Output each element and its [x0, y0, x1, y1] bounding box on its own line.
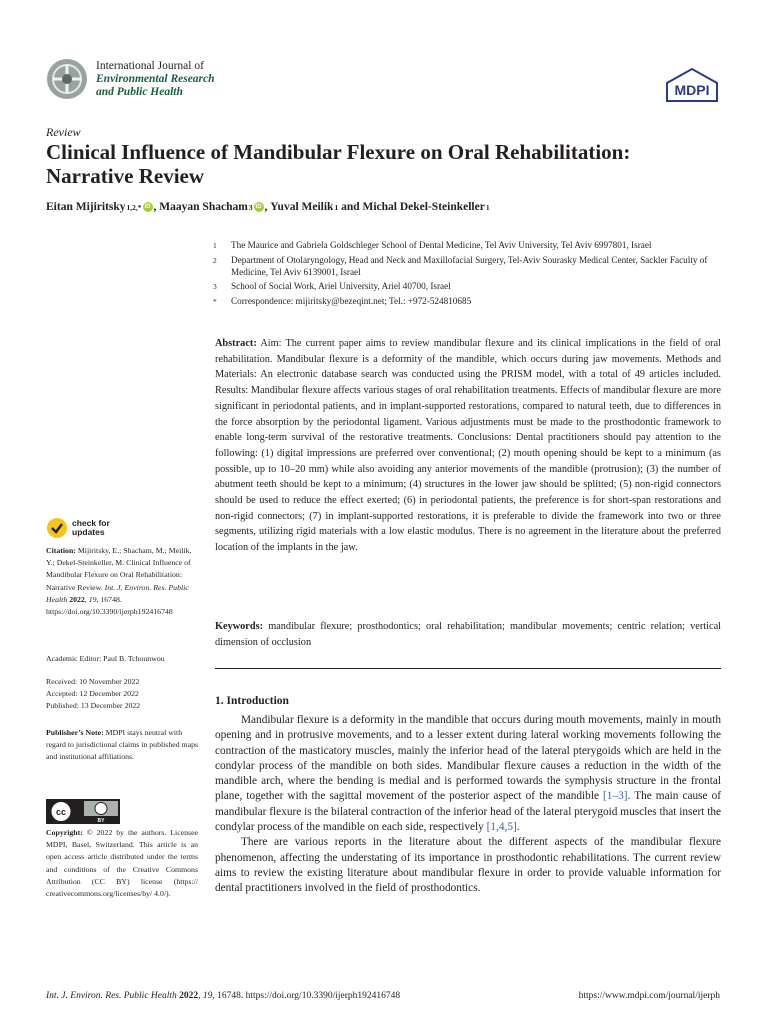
- citation-link[interactable]: [1–3]: [603, 790, 628, 803]
- affiliations: [213, 240, 723, 311]
- affiliation-text: The Maurice and Gabriela Goldschleger School of Dental Medicine, Tel Aviv University, Tel Aviv 6997801, Israel: [231, 240, 652, 250]
- received-date: Received: 10 November 2022: [46, 677, 140, 686]
- journal-name-line1: International Journal of: [96, 60, 204, 72]
- author-separator: ,: [264, 201, 271, 213]
- citation-label: Citation:: [46, 546, 76, 555]
- author-affiliation-marker: 1: [334, 202, 339, 212]
- author-name[interactable]: Michal Dekel-Steinkeller: [362, 201, 485, 213]
- journal-name-line2: Environmental Research: [96, 73, 215, 85]
- accepted-date: Accepted: 12 December 2022: [46, 689, 139, 699]
- introduction-paragraph: [215, 713, 721, 835]
- published-date: Published: 13 December 2022: [46, 701, 141, 711]
- author-affiliation-marker: 1,2,*: [126, 202, 142, 212]
- footer-citation: Int. J. Environ. Res. Public Health 2022, 19, 16748. https://doi.org/10.3390/ijerph192416748: [46, 991, 401, 1001]
- affiliation-item: [213, 296, 723, 308]
- footer-year: 2022: [179, 991, 199, 1001]
- citation-volume: 19: [88, 594, 97, 604]
- author-affiliation-marker: 1: [485, 202, 490, 212]
- publisher-note-label: Publisher’s Note:: [46, 728, 104, 737]
- check-updates-line1: check for: [72, 518, 110, 528]
- paragraph-text: .: [516, 821, 520, 834]
- author-name[interactable]: Eitan Mijiritsky: [46, 201, 126, 213]
- mdpi-logo: [664, 68, 720, 102]
- check-for-updates-label: [72, 519, 110, 537]
- author-list: [46, 201, 490, 213]
- svg-text:BY: BY: [97, 818, 105, 824]
- journal-name-line3: and Public Health: [96, 86, 183, 98]
- orcid-icon[interactable]: iD: [144, 204, 151, 210]
- copyright-block: [46, 827, 198, 900]
- author-affiliation-marker: 3: [248, 202, 253, 212]
- keywords: [215, 619, 721, 650]
- introduction-paragraph: There are various reports in the literature about the different aspects of the mandibular flexure phenomenon, affecting the understating of its importance in prosthodontic rehabilitations. The current review aims to review the existing literature about mandibular flexure in order to provide valuable information for dental practitioners involved in the field of prosthodontics.: [215, 836, 721, 895]
- check-for-updates-icon: [46, 517, 68, 539]
- journal-header: [46, 58, 215, 100]
- keywords-label: Keywords:: [215, 621, 264, 632]
- check-updates-line2: updates: [72, 527, 105, 537]
- paragraph-text: Mandibular flexure is a deformity in the mandible that occurs during mouth movements, mainly in mouth opening and in protrusive movements, and to a lesser extent during lateral working movements following the contraction of the masticatory muscles, mainly the inferior head of the lateral pterygoids which are held in the condylar process of the mandible on both sides. Mandibular flexure causes a reduction in the width of the mandible arch, where the bending is medial and is performed towards the symphysis structure in the frontal plane, together with the sagittal movement of the posterior aspect of the mandible: [215, 714, 721, 803]
- article-title: Clinical Influence of Mandibular Flexure on Oral Rehabilitation: Narrative Review: [46, 140, 631, 188]
- footer-doi[interactable]: , 16748. https://doi.org/10.3390/ijerph192416748: [212, 991, 401, 1001]
- citation-link[interactable]: [1,4,5]: [486, 821, 517, 834]
- article-type: Review: [46, 125, 81, 139]
- publisher-note-text: MDPI stays neutral with regard to jurisdictional claims in published maps and institutional affiliations.: [46, 728, 199, 762]
- copyright-text: © 2022 by the authors. Licensee MDPI, Basel, Switzerland. This article is an open access article distributed under the terms and conditions of the Creative Commons Attribution (CC BY) license (https:// creativecommons.org/licenses/by/ 4.0/).: [46, 828, 198, 899]
- paragraph-text: . The main cause of mandibular flexure is the bilateral contraction of the inferior head of the lateral pterygoid muscles that insert the condylar process of the mandible on each side, respectively: [215, 790, 721, 834]
- affiliation-item: [213, 255, 723, 279]
- section-heading-introduction: 1. Introduction: [215, 695, 289, 707]
- abstract-text: Aim: The current paper aims to review mandibular flexure and its clinical implications in the field of oral rehabilitation. Mandibular flexure is a deformity of the mandible, which occurs during jaw movements. Methods and Materials: An electronic database search was conducted using the PRISM model, with a total of 49 articles included. Results: Mandibular flexure affects various stages of oral rehabilitation treatments. Effects of mandibular flexure are more significant in periodontal patients, and in implant-supported restorations, compared to natural teeth, due to differences in the force absorption by the periodontal ligament. Various adjustments must be made to the prosthodontic framework to enable long-term survival of the restorative treatments. Conclusions: Dental practitioners should pay attention to the following: (1) digital impressions are preferred over conventional; (2) mouth opening should be kept to a minimum (as possible, up to 10–20 mm) while also avoiding any anterior movements of the mandible (protrusion); (3) the number of abutment teeth should be kept to a minimum; (4) structures in the lower jaw should be splitted; (5) non-rigid connectors should be used to reduce the effect exerted; (6) in periodontal patients, the preference is for short-span restorations and non-rigid connectors; (7) in implant-supported restorations, it is preferable to divide the framework into two or three segments, utilizing rigid materials with a low elastic modulus. There is no agreement in the literature about the preferred location of the implants in the jaw.: [215, 338, 721, 554]
- footer-volume: 19: [202, 991, 213, 1001]
- ijerph-logo-icon: [46, 58, 88, 100]
- check-for-updates-button[interactable]: [46, 517, 110, 539]
- affiliation-number: *: [213, 297, 217, 307]
- author-name[interactable]: Maayan Shacham: [159, 201, 248, 213]
- section-divider: [215, 668, 721, 669]
- author-separator: ,: [153, 201, 160, 213]
- citation-doi[interactable]: , 16748. https://doi.org/10.3390/ijerph192416748: [46, 594, 173, 617]
- keywords-text: mandibular flexure; prosthodontics; oral rehabilitation; mandibular movements; centric relation; vertical dimension of occlusion: [215, 621, 721, 648]
- journal-name: [96, 60, 215, 99]
- affiliation-text: Department of Otolaryngology, Head and Neck and Maxillofacial Surgery, Tel-Aviv Sourasky Medical Center, Sackler Faculty of Medicine, Tel Aviv 6139001, Israel: [231, 254, 708, 277]
- footer-journal: Int. J. Environ. Res. Public Health: [46, 991, 177, 1001]
- publisher-note: [46, 727, 198, 764]
- affiliation-text: School of Social Work, Ariel University, Ariel 40700, Israel: [231, 281, 451, 292]
- author-name[interactable]: Yuval Meilik: [270, 201, 334, 213]
- affiliation-item: [213, 240, 723, 252]
- dates-block: [46, 676, 198, 713]
- author-separator: and: [338, 201, 363, 213]
- affiliation-item: [213, 281, 723, 293]
- affiliation-number: 3: [213, 282, 217, 292]
- abstract-label: Abstract:: [215, 338, 257, 349]
- citation-journal: Int. J. Environ. Res. Public Health: [46, 582, 189, 604]
- affiliation-text: Correspondence: mijiritsky@bezeqint.net; Tel.: +972-524810685: [231, 296, 472, 307]
- citation-text: Mijiritsky, E.; Shacham, M.; Meilik, Y.; Dekel-Steinkeller, M. Clinical Influence of Mandibular Flexure on Oral Rehabilitation: Narrative Review.: [46, 546, 192, 592]
- introduction-body: [215, 713, 721, 897]
- cc-by-license-icon[interactable]: [46, 799, 120, 824]
- svg-text:MDPI: MDPI: [674, 82, 710, 98]
- academic-editor: Academic Editor: Paul B. Tchounwou: [46, 654, 165, 663]
- copyright-label: Copyright:: [46, 828, 83, 837]
- abstract: [215, 336, 721, 556]
- svg-text:cc: cc: [55, 807, 67, 817]
- affiliation-number: 1: [213, 241, 217, 250]
- citation-block: Citation: Mijiritsky, E.; Shacham, M.; Meilik, Y.; Dekel-Steinkeller, M. Clinical Influence of Mandibular Flexure on Oral Rehabilitation: Narrative Review. Int. J. Environ. Res. Public Health 2022, 19, 16748. https://doi.org/10.3390/ijerph192416748: [46, 546, 192, 617]
- orcid-icon[interactable]: iD: [255, 204, 262, 210]
- affiliation-number: 2: [213, 255, 217, 265]
- footer-journal-url[interactable]: https://www.mdpi.com/journal/ijerph: [578, 991, 720, 1001]
- citation-year: 2022: [69, 594, 85, 604]
